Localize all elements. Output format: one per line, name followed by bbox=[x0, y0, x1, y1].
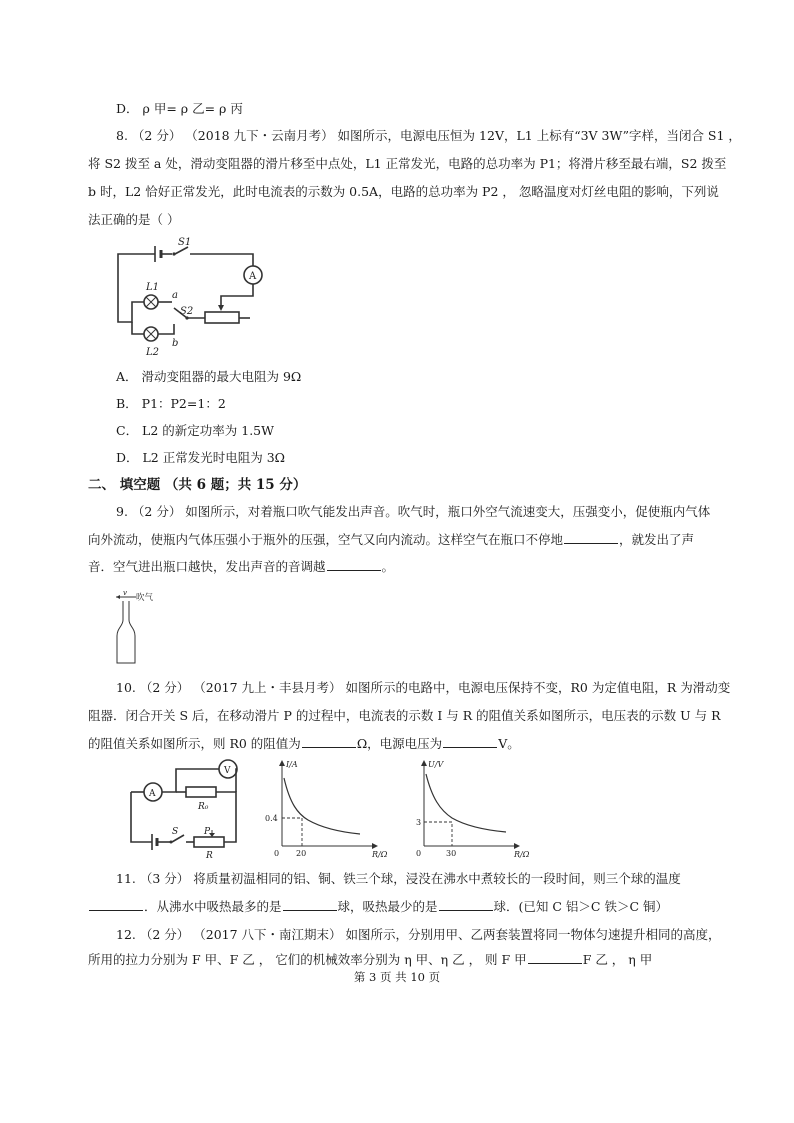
q9-text-line3 bbox=[88, 559, 394, 575]
graph2-curve bbox=[426, 774, 506, 832]
q10-circuit-diagram bbox=[126, 754, 246, 861]
q8-text-line4: 法正确的是（ ） bbox=[88, 212, 180, 227]
graph2-x-arrow bbox=[514, 843, 520, 849]
q10-graph-current bbox=[265, 758, 388, 859]
graph1-x-arrow bbox=[372, 843, 378, 849]
graph2-ytick: 3 bbox=[416, 818, 422, 827]
q9-line2-part2: ，就发出了声 bbox=[619, 532, 695, 547]
l2-label: L2 bbox=[146, 347, 160, 358]
q11-blank-1[interactable] bbox=[89, 899, 143, 911]
q10-text-line3 bbox=[88, 736, 520, 752]
graph1-curve bbox=[284, 778, 360, 834]
graph2-origin: 0 bbox=[416, 849, 422, 858]
graph1-y-arrow bbox=[279, 760, 285, 766]
q8-option-a: A． 滑动变阻器的最大电阻为 9Ω bbox=[116, 369, 302, 384]
q10-p-label: P bbox=[204, 827, 211, 837]
q9-text-line2 bbox=[88, 532, 694, 548]
airflow-arrowhead bbox=[116, 595, 120, 599]
q8-option-d: D． L2 正常发光时电阻为 3Ω bbox=[116, 450, 286, 465]
q8-option-c: C． L2 的新定功率为 1.5W bbox=[116, 423, 274, 438]
graph2-y-arrow bbox=[421, 760, 427, 766]
graph1-xlabel: R/Ω bbox=[372, 850, 388, 859]
graph2-xlabel: R/Ω bbox=[514, 850, 530, 859]
q10-r0-resistor bbox=[186, 787, 216, 797]
q10-ammeter-label: A bbox=[149, 789, 156, 799]
q10-wire-to-voltmeter bbox=[162, 769, 219, 792]
q9-blank-1[interactable] bbox=[564, 532, 618, 544]
q9-blank-2[interactable] bbox=[327, 559, 381, 571]
q10-voltmeter-label: V bbox=[224, 766, 231, 776]
q10-line3-part1: 的阻值关系如图所示，则 R0 的阻值为 bbox=[88, 736, 301, 751]
q11-blank-2[interactable] bbox=[283, 899, 337, 911]
graph2-xtick: 30 bbox=[446, 849, 457, 858]
q10-line3-part2: Ω，电源电压为 bbox=[356, 736, 443, 751]
q10-blank-1[interactable] bbox=[302, 736, 356, 748]
q8-ammeter-label: A bbox=[249, 271, 257, 282]
q10-text-line2: 阻器．闭合开关 S 后，在移动滑片 P 的过程中，电流表的示数 I 与 R 的阻值关系如图所示，电压表的示数 U 与 R bbox=[88, 708, 721, 723]
q8-option-b: B． P1：P2=1：2 bbox=[116, 396, 226, 411]
graph1-origin: 0 bbox=[274, 849, 280, 858]
q8-text-line3: b 时，L2 恰好正常发光，此时电流表的示数为 0.5A，电路的总功率为 P2 ， 忽略温度对灯丝电阻的影响，下列说 bbox=[88, 184, 719, 199]
l1-label: L1 bbox=[146, 282, 160, 293]
q8-text-line2: 将 S2 拨至 a 处，滑动变阻器的滑片移至中点处，L1 正常发光，电路的总功率为 P1；将滑片移至最右端，S2 拨至 bbox=[88, 156, 727, 171]
q10-wire-right-down bbox=[216, 792, 236, 842]
q10-s-label: S bbox=[172, 827, 179, 837]
q8-wire-ammeter-down bbox=[221, 284, 253, 308]
q9-bottle-figure bbox=[110, 590, 180, 666]
s1-label: S1 bbox=[178, 237, 192, 248]
terminal-a-label: a bbox=[172, 290, 178, 301]
q10-r-label: R bbox=[206, 851, 213, 861]
q11-text-line2 bbox=[88, 899, 668, 915]
q12-text-line1: 12. （2 分） （2017 八下・南江期末） 如图所示，分别用甲、乙两套装置将同一物体匀速提升相同的高度， bbox=[116, 927, 721, 942]
blow-label: 吹气 bbox=[136, 593, 154, 603]
q10-rheostat bbox=[194, 837, 224, 847]
terminal-b-label: b bbox=[172, 338, 179, 349]
graph1-xtick: 20 bbox=[296, 849, 307, 858]
q10-line3-part3: V。 bbox=[498, 736, 520, 751]
graph1-ytick: 0.4 bbox=[265, 814, 278, 823]
graph1-ylabel: I/A bbox=[286, 760, 298, 769]
graph1-guide-lines bbox=[282, 818, 302, 846]
q8-wire-l1-left bbox=[118, 302, 144, 322]
q8-wire-l2-left bbox=[132, 322, 144, 334]
q12-line2-part1: 所用的拉力分别为 F 甲、F 乙 ， 它们的机械效率分别为 η 甲、η 乙 ， 则 F 甲 bbox=[88, 952, 527, 967]
r0-label: R₀ bbox=[198, 802, 209, 812]
q9-text-line1: 9. （2 分） 如图所示，对着瓶口吹气能发出声音。吹气时，瓶口外空气流速变大，压强变小，促使瓶内气体 bbox=[116, 504, 711, 519]
s1-switch-blade bbox=[175, 247, 188, 254]
q11-line2-part2: 球，吸热最少的是 bbox=[337, 899, 438, 914]
q12-line2-part2: F 乙 ， η 甲 bbox=[582, 952, 653, 967]
graph2-guide-lines bbox=[424, 822, 452, 846]
q10-graph-voltage bbox=[410, 758, 530, 858]
q9-line3-part2: 。 bbox=[381, 559, 395, 574]
q11-line2-part1: ．从沸水中吸热最多的是 bbox=[144, 899, 282, 914]
q10-blank-2[interactable] bbox=[443, 736, 497, 748]
q8-rheostat bbox=[205, 312, 239, 323]
section-title-fill-blank: 二、 填空题 （共 6 题；共 15 分） bbox=[88, 477, 307, 493]
q8-slider-arrow bbox=[218, 305, 224, 311]
q8-wire-l2-right bbox=[158, 324, 174, 334]
graph2-ylabel: U/V bbox=[428, 760, 444, 769]
q8-circuit-diagram bbox=[110, 232, 280, 362]
q10-text-line1: 10. （2 分） （2017 九上・丰县月考） 如图所示的电路中，电源电压保持不变，R0 为定值电阻，R 为滑动变 bbox=[116, 680, 731, 695]
page-footer: 第 3 页 共 10 页 bbox=[353, 970, 441, 984]
q9-line3-part1: 音．空气进出瓶口越快，发出声音的音调越 bbox=[88, 559, 326, 574]
q7-option-d: D． ρ 甲= ρ 乙= ρ 丙 bbox=[116, 101, 243, 116]
q9-line2-part1: 向外流动，使瓶内气体压强小于瓶外的压强，空气又向内流动。这样空气在瓶口不停地 bbox=[88, 532, 564, 547]
q11-blank-3[interactable] bbox=[439, 899, 493, 911]
q12-text-line2 bbox=[88, 952, 652, 968]
s2-label: S2 bbox=[180, 306, 194, 317]
q12-blank-1[interactable] bbox=[528, 952, 582, 964]
q11-line2-part3: 球．(已知 C 铝＞C 铁＞C 铜） bbox=[493, 899, 668, 914]
velocity-label: v bbox=[123, 589, 127, 597]
q8-text-line1: 8. （2 分） （2018 九下・云南月考） 如图所示，电源电压恒为 12V，L1 上标有“3V 3W”字样，当闭合 S1 ， bbox=[116, 128, 741, 143]
bottle-icon bbox=[117, 601, 135, 663]
q11-text-line1: 11. （3 分） 将质量初温相同的铝、铜、铁三个球，浸没在沸水中煮较长的一段时间，则三个球的温度 bbox=[116, 871, 681, 886]
q8-wire-top-right bbox=[190, 254, 253, 266]
